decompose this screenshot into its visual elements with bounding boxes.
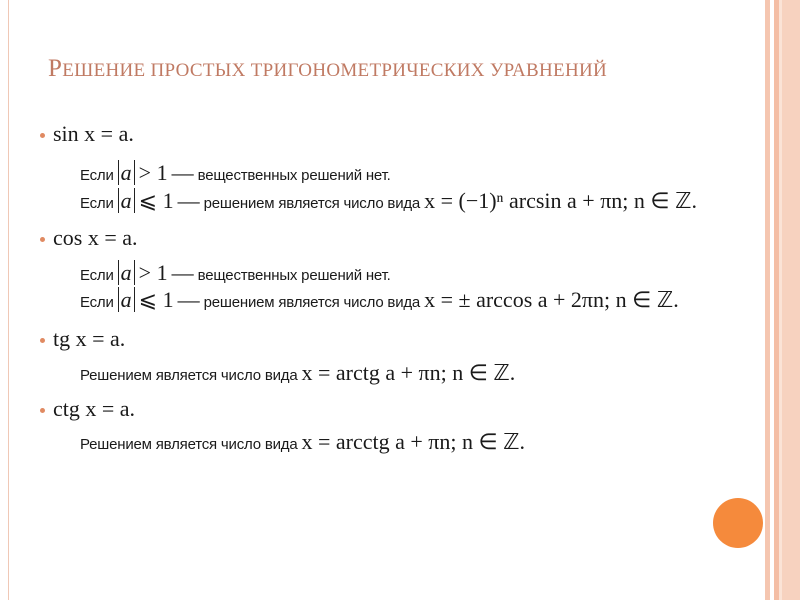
bullet-icon [40, 237, 45, 242]
left-border-line [8, 0, 9, 600]
equation-ctg: ctg x = a. [53, 396, 136, 421]
bullet-icon [40, 338, 45, 343]
bullet-item-cos [40, 225, 138, 251]
solution-line: Решением является число вида x = arcctg a + πn; n ∈ ℤ. [80, 429, 526, 454]
bullet-item-ctg [40, 396, 135, 422]
slide-title: РЕШЕНИЕ ПРОСТЫХ ТРИГОНОМЕТРИЧЕСКИХ УРАВНЕНИЙ [48, 55, 608, 82]
condition-line: Если a > 1 — вещественных решений нет. [80, 160, 391, 185]
condition-line: Если a > 1 — вещественных решений нет. [80, 260, 391, 285]
condition-line: Если a ⩽ 1 — решением является число вида x = (−1)ⁿ arcsin a + πn; n ∈ ℤ. [80, 188, 697, 213]
equation-sin: sin x = a. [53, 121, 134, 146]
solution-formula: x = arctg a + πn; n ∈ ℤ. [301, 360, 516, 385]
solution-formula: x = ± arccos a + 2πn; n ∈ ℤ. [424, 287, 679, 312]
bullet-icon [40, 133, 45, 138]
bullet-item-sin [40, 121, 134, 147]
solution-line: Решением является число вида x = arctg a + πn; n ∈ ℤ. [80, 360, 516, 385]
solution-formula: x = (−1)ⁿ arcsin a + πn; n ∈ ℤ. [424, 188, 697, 213]
decor-stripe [782, 0, 800, 600]
equation-tg: tg x = a. [53, 326, 126, 351]
bullet-icon [40, 408, 45, 413]
condition-line: Если a ⩽ 1 — решением является число вида x = ± arccos a + 2πn; n ∈ ℤ. [80, 287, 679, 312]
decor-circle [713, 498, 763, 548]
bullet-item-tg [40, 326, 125, 352]
solution-formula: x = arcctg a + πn; n ∈ ℤ. [301, 429, 526, 454]
equation-cos: cos x = a. [53, 225, 138, 250]
